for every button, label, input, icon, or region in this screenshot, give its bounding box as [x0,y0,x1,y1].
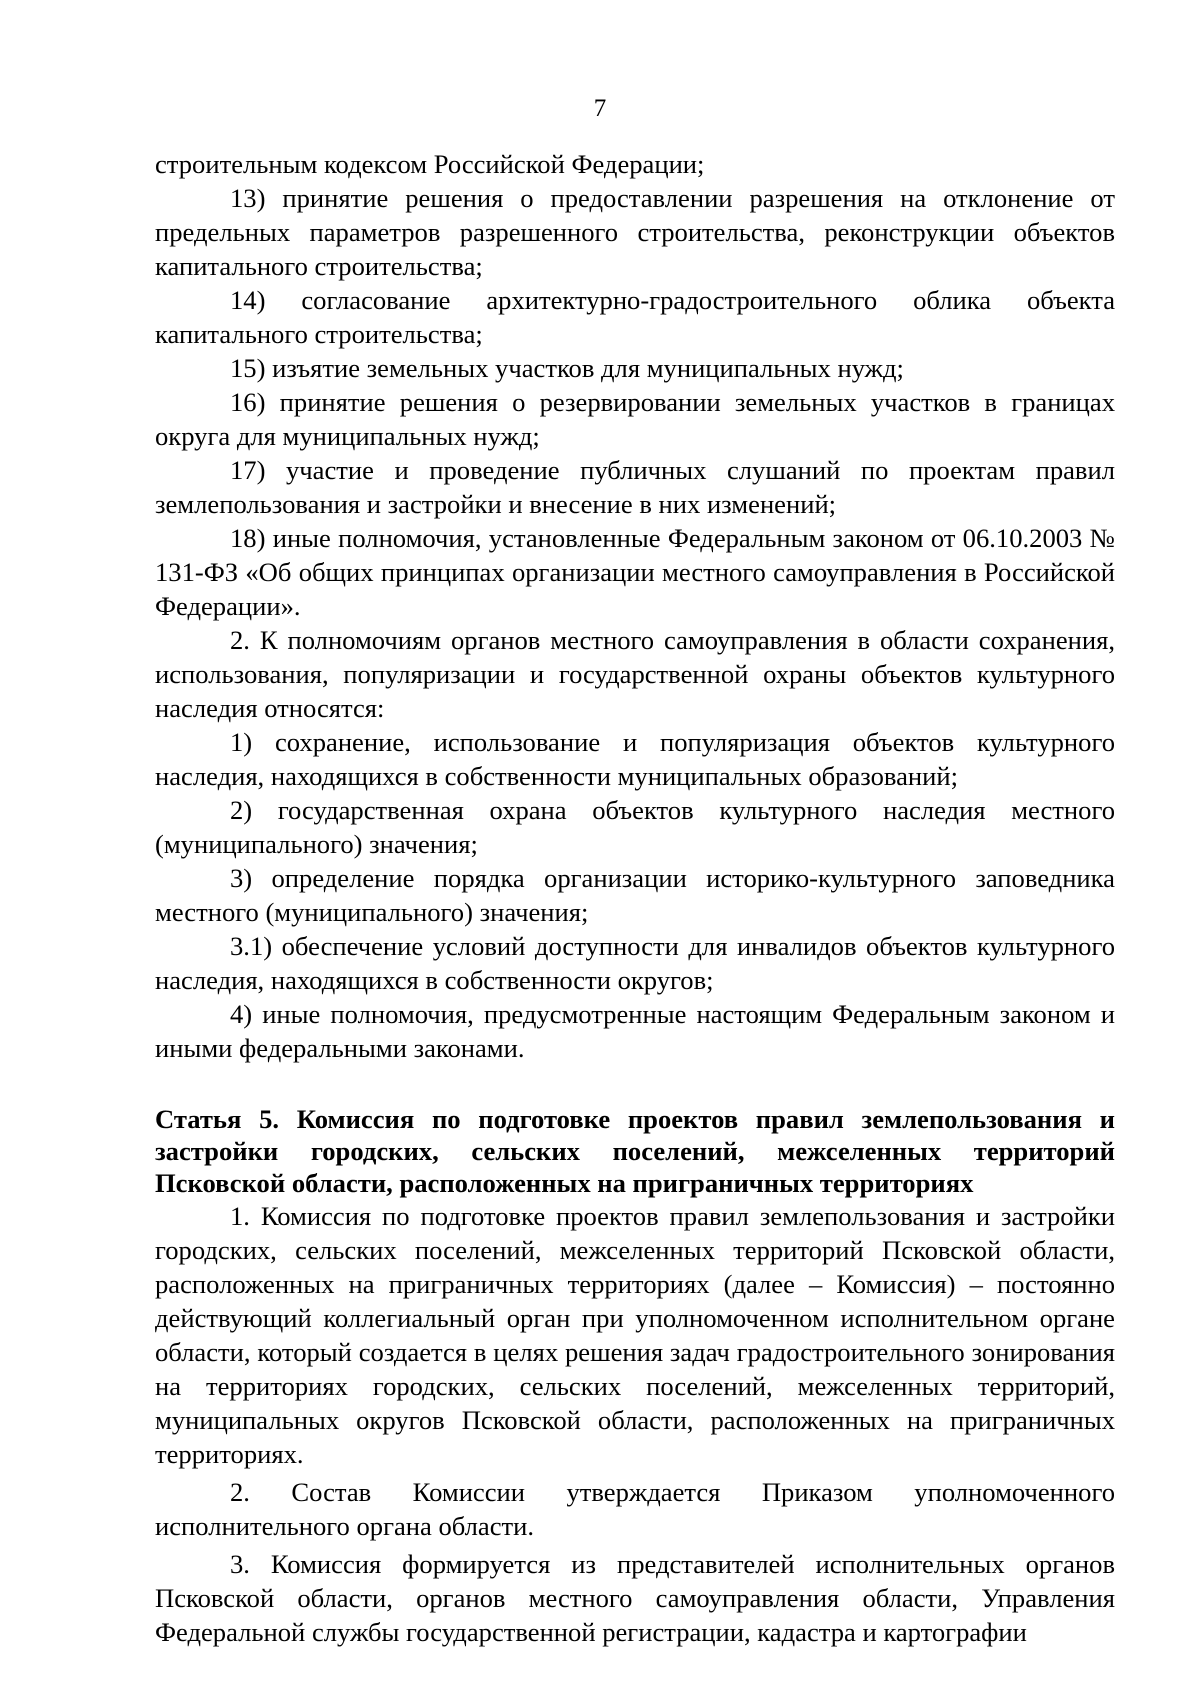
list-item-13: 13) принятие решения о предоставлении разрешения на отклонение от предельных параметров разрешенного строительства, реконструкции объектов капитального строительства; [155,183,1115,281]
heritage-item-3: 3) определение порядка организации историко-культурного заповедника местного (муниципального) значения; [155,863,1115,927]
article-5-clause-2: 2. Состав Комиссии утверждается Приказом уполномоченного исполнительного органа области. [155,1477,1115,1541]
page-number: 7 [593,95,607,122]
list-item-14: 14) согласование архитектурно-градостроительного облика объекта капитального строительства; [155,285,1115,349]
list-item-15: 15) изъятие земельных участков для муниципальных нужд; [230,353,904,383]
document-body [155,147,1115,1649]
article-5-clause-3: 3. Комиссия формируется из представителей исполнительных органов Псковской области, органов местного самоуправления области, Управления Федеральной службы государственной регистрации, кадастра и картографии [155,1549,1115,1647]
paragraph-clause-2: 2. К полномочиям органов местного самоуправления в области сохранения, использования, популяризации и государственной охраны объектов культурного наследия относятся: [155,625,1115,723]
heritage-item-1: 1) сохранение, использование и популяризация объектов культурного наследия, находящихся в собственности муниципальных образований; [155,727,1115,791]
article-5-clause-1: 1. Комиссия по подготовке проектов правил землепользования и застройки городских, сельских поселений, межселенных территорий Псковской области, расположенных на приграничных территориях (далее – Комиссия) – постоянно действующий коллегиальный орган при уполномоченном исполнительном органе области, который создается в целях решения задач градостроительного зонирования на территориях городских, сельских поселений, межселенных территорий, муниципальных округов Псковской области, расположенных на приграничных территориях. [155,1201,1115,1469]
heritage-item-4: 4) иные полномочия, предусмотренные настоящим Федеральным законом и иными федеральными законами. [155,999,1115,1063]
list-item-18: 18) иные полномочия, установленные Федеральным законом от 06.10.2003 № 131-ФЗ «Об общих принципах организации местного самоуправления в Российской Федерации». [155,523,1115,621]
heritage-item-2: 2) государственная охрана объектов культурного наследия местного (муниципального) значения; [155,795,1115,859]
list-item-17: 17) участие и проведение публичных слушаний по проектам правил землепользования и застройки и внесение в них изменений; [155,455,1115,519]
article-5-heading: Статья 5. Комиссия по подготовке проектов правил землепользования и застройки городских, сельских поселений, межселенных территорий Псковской области, расположенных на приграничных территориях [155,1104,1115,1198]
list-item-16: 16) принятие решения о резервировании земельных участков в границах округа для муниципальных нужд; [155,387,1115,451]
heritage-item-3-1: 3.1) обеспечение условий доступности для инвалидов объектов культурного наследия, находящихся в собственности округов; [155,931,1115,995]
paragraph-continuation: строительным кодексом Российской Федерации; [155,149,705,179]
